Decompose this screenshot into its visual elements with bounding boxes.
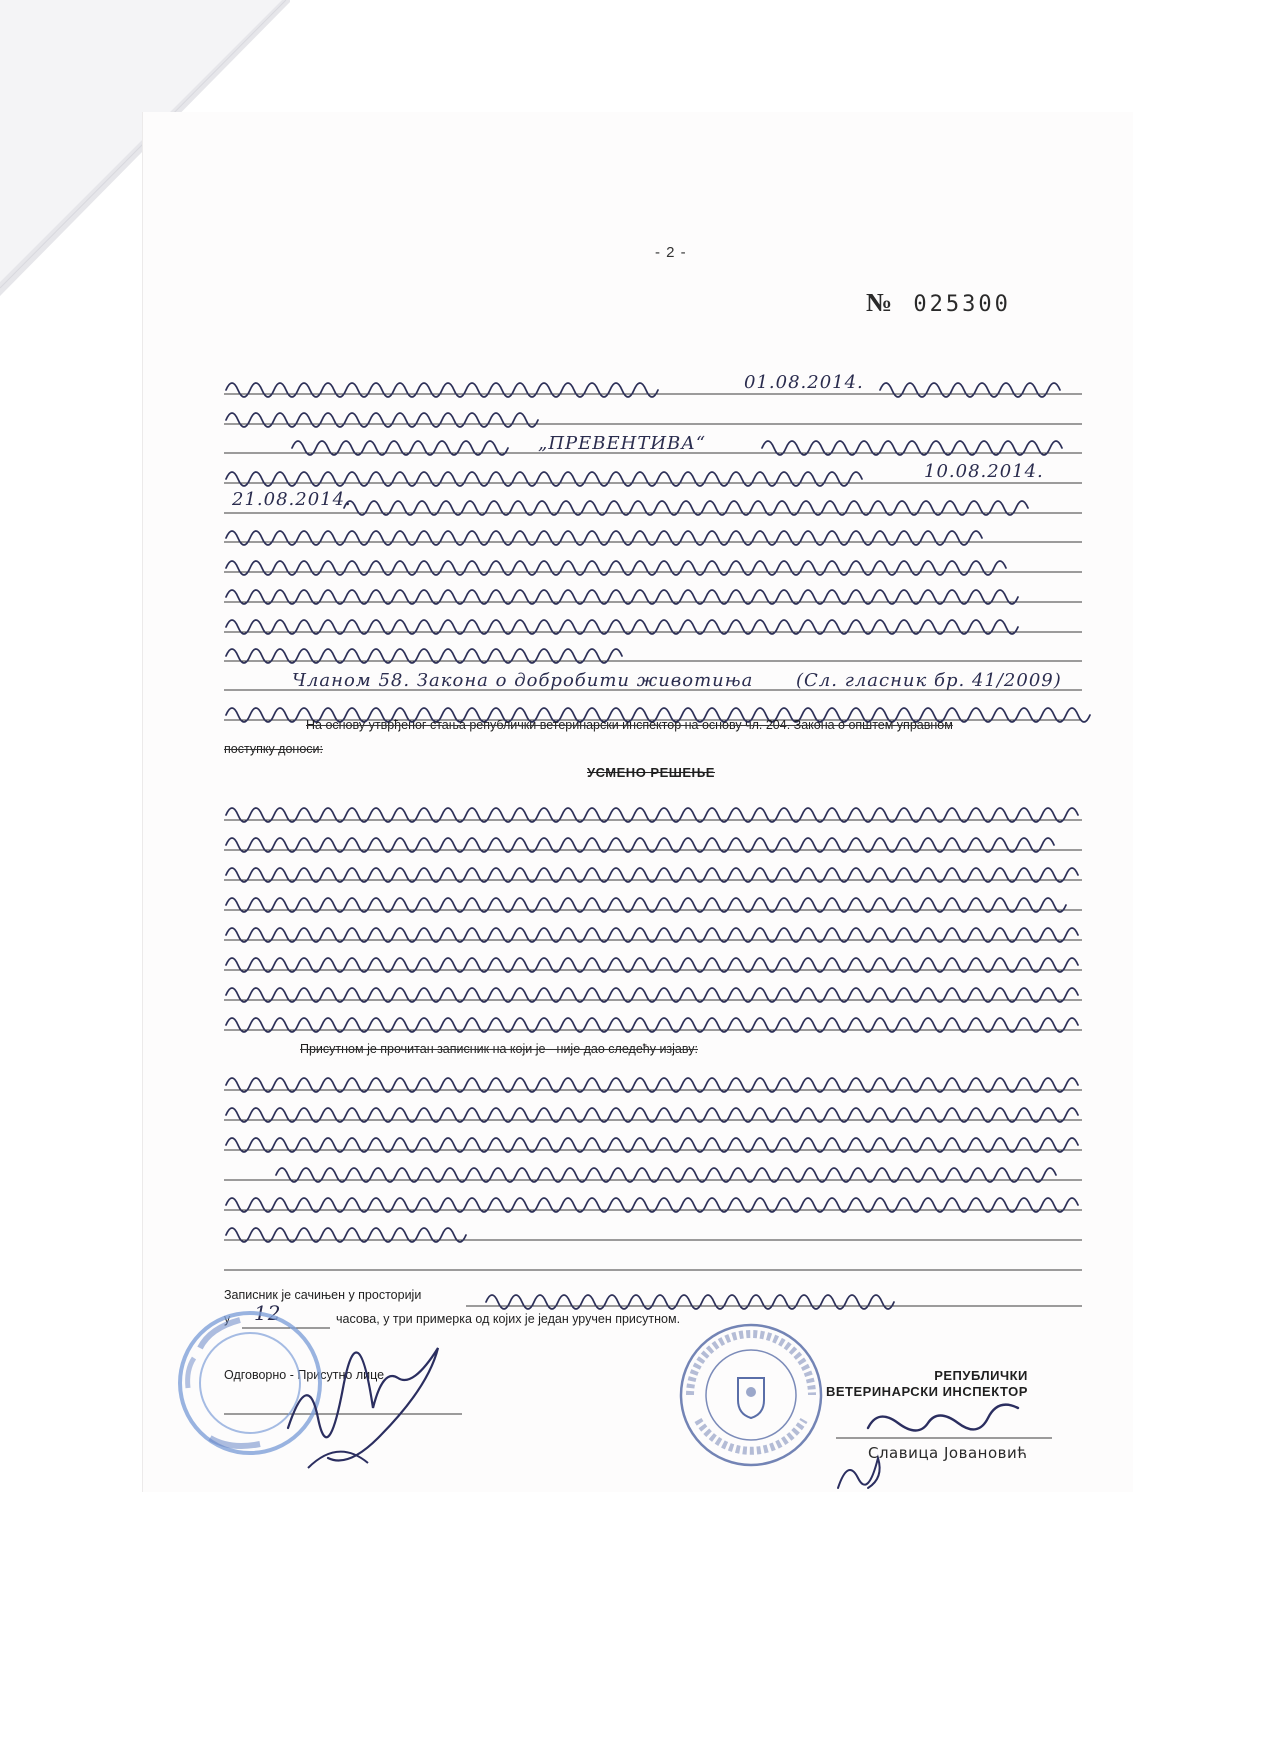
inspector-title-line1: РЕПУБЛИЧКИ: [934, 1368, 1028, 1383]
responsible-person-signature: [268, 1318, 478, 1488]
premises-label: Записник је сачињен у просторији: [224, 1288, 422, 1302]
document-number-value: 025300: [913, 292, 1011, 317]
handwritten-station-name: „ПРЕВЕНТИВА“: [538, 433, 707, 454]
inspector-signature: [818, 1388, 1058, 1498]
time-suffix: часова, у три примерка од којих је један уручен присутном.: [336, 1312, 681, 1326]
handwritten-date-2: 10.08.2014.: [924, 461, 1044, 482]
basis-text-continuation: поступку доноси:: [224, 742, 323, 756]
number-sign: №: [866, 288, 895, 317]
responsible-person-label: Одговорно - Присутно лице: [224, 1368, 385, 1382]
inspector-title-line2: ВЕТЕРИНАРСКИ ИНСПЕКТОР: [826, 1384, 1028, 1399]
veterinary-directorate-seal: [676, 1320, 826, 1470]
decision-heading: УСМЕНО РЕШЕЊЕ: [587, 765, 715, 780]
basis-text: На основу утврђеног стања републички ветеринарски инспектор на основу чл. 204. Закона о општем управном: [306, 718, 953, 732]
handwritten-hours: 12: [254, 1301, 282, 1325]
inspector-name: Славица Јовановић: [868, 1444, 1028, 1462]
handwritten-date-1: 01.08.2014.: [744, 372, 864, 393]
handwritten-gazette-ref: (Сл. гласник бр. 41/2009): [796, 670, 1062, 691]
page-number: - 2 -: [655, 244, 687, 261]
time-prefix: у: [224, 1312, 231, 1326]
handwritten-date-3: 21.08.2014.: [232, 489, 352, 510]
handwritten-law-article: Чланом 58. Закона о добробити животиња: [292, 670, 754, 691]
statement-text: Присутном је прочитан записник на који је - није дао следећу изјаву:: [300, 1042, 698, 1056]
